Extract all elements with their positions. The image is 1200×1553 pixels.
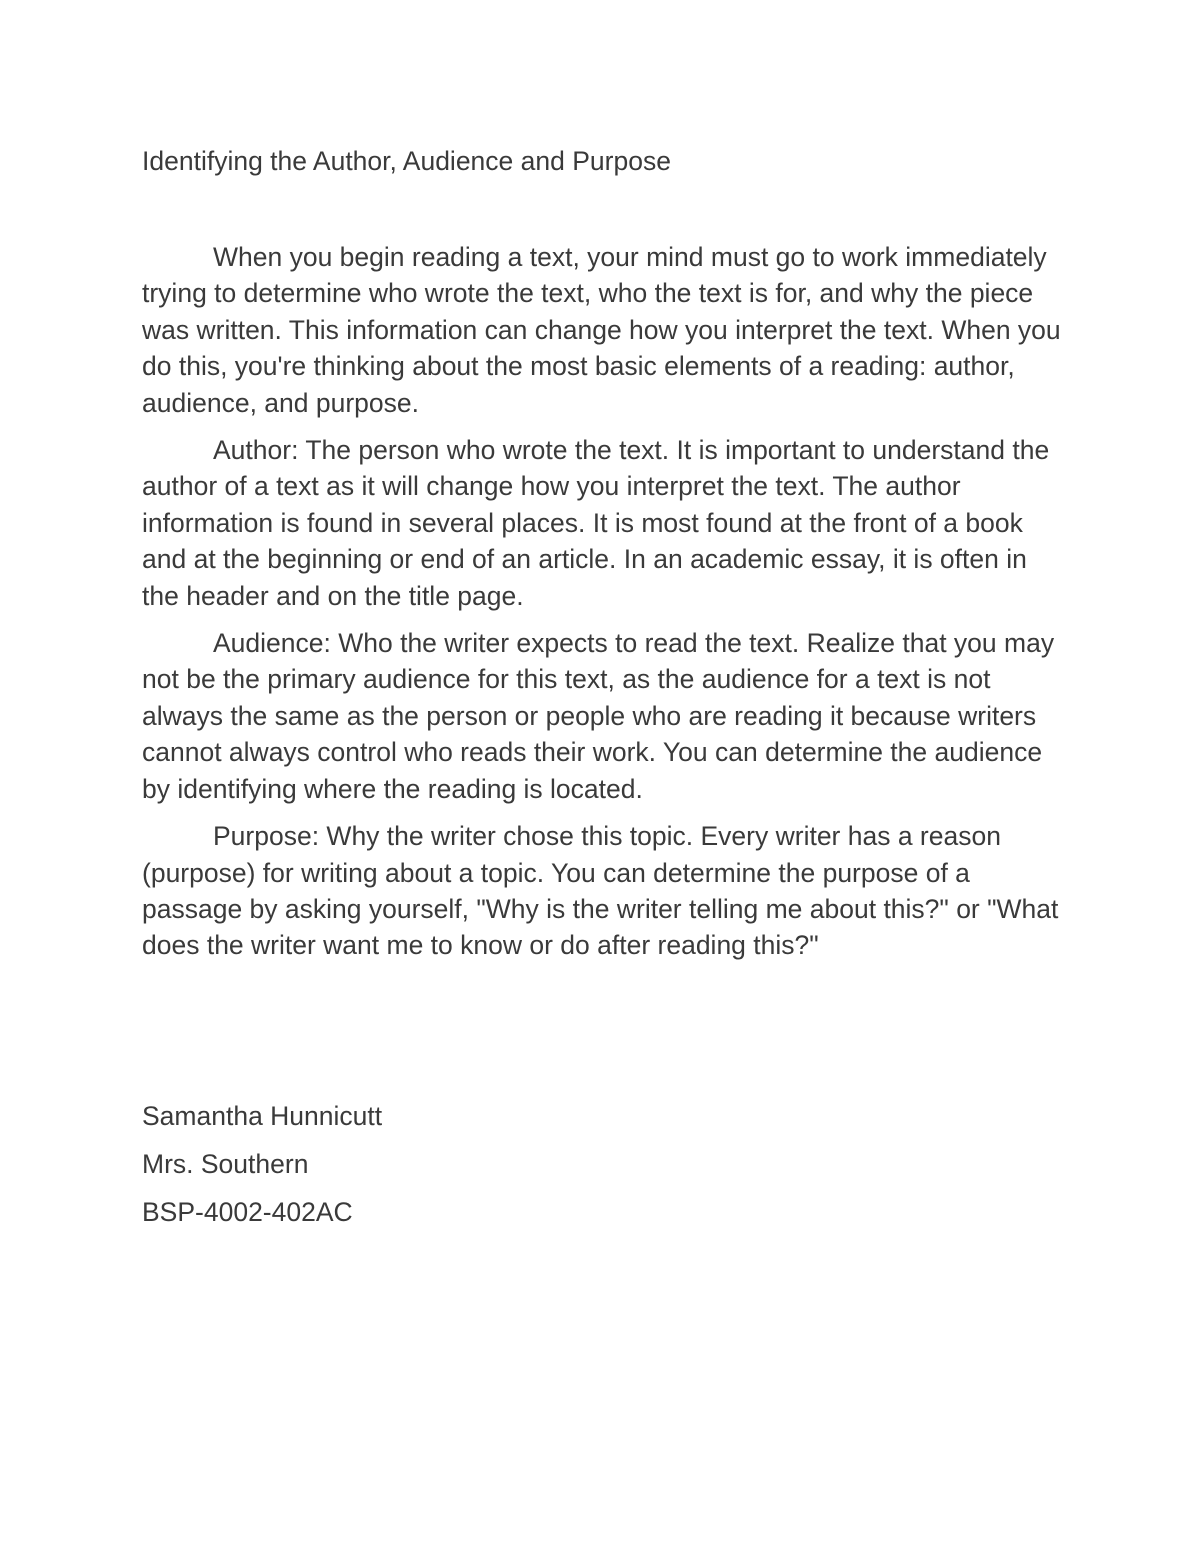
document-title: Identifying the Author, Audience and Purpose [142, 146, 671, 176]
teacher-name: Mrs. Southern [142, 1149, 309, 1179]
paragraph-intro: When you begin reading a text, your mind must go to work immediately trying to determine who wrote the text, who the text is for, and why the piece was written. This information can change how you interpret the text. When you do this, you're thinking about the most basic elements of a reading: author, audience, and purpose. [142, 242, 1061, 418]
signature-block [142, 1098, 382, 1242]
document-body [142, 239, 1062, 975]
course-code: BSP-4002-402AC [142, 1197, 353, 1227]
paragraph-audience: Audience: Who the writer expects to read the text. Realize that you may not be the primary audience for this text, as the audience for a text is not always the same as the person or people who are reading it because writers cannot always control who reads their work. You can determine the audience by identifying where the reading is located. [142, 628, 1055, 804]
paragraph-author: Author: The person who wrote the text. It is important to understand the author of a text as it will change how you interpret the text. The author information is found in several places. It is most found at the front of a book and at the beginning or end of an article. In an academic essay, it is often in the header and on the title page. [142, 435, 1050, 611]
student-name: Samantha Hunnicutt [142, 1101, 383, 1131]
paragraph-purpose: Purpose: Why the writer chose this topic. Every writer has a reason (purpose) for writing about a topic. You can determine the purpose of a passage by asking yourself, "Why is the writer telling me about this?" or "What does the writer want me to know or do after reading this?" [142, 821, 1059, 961]
